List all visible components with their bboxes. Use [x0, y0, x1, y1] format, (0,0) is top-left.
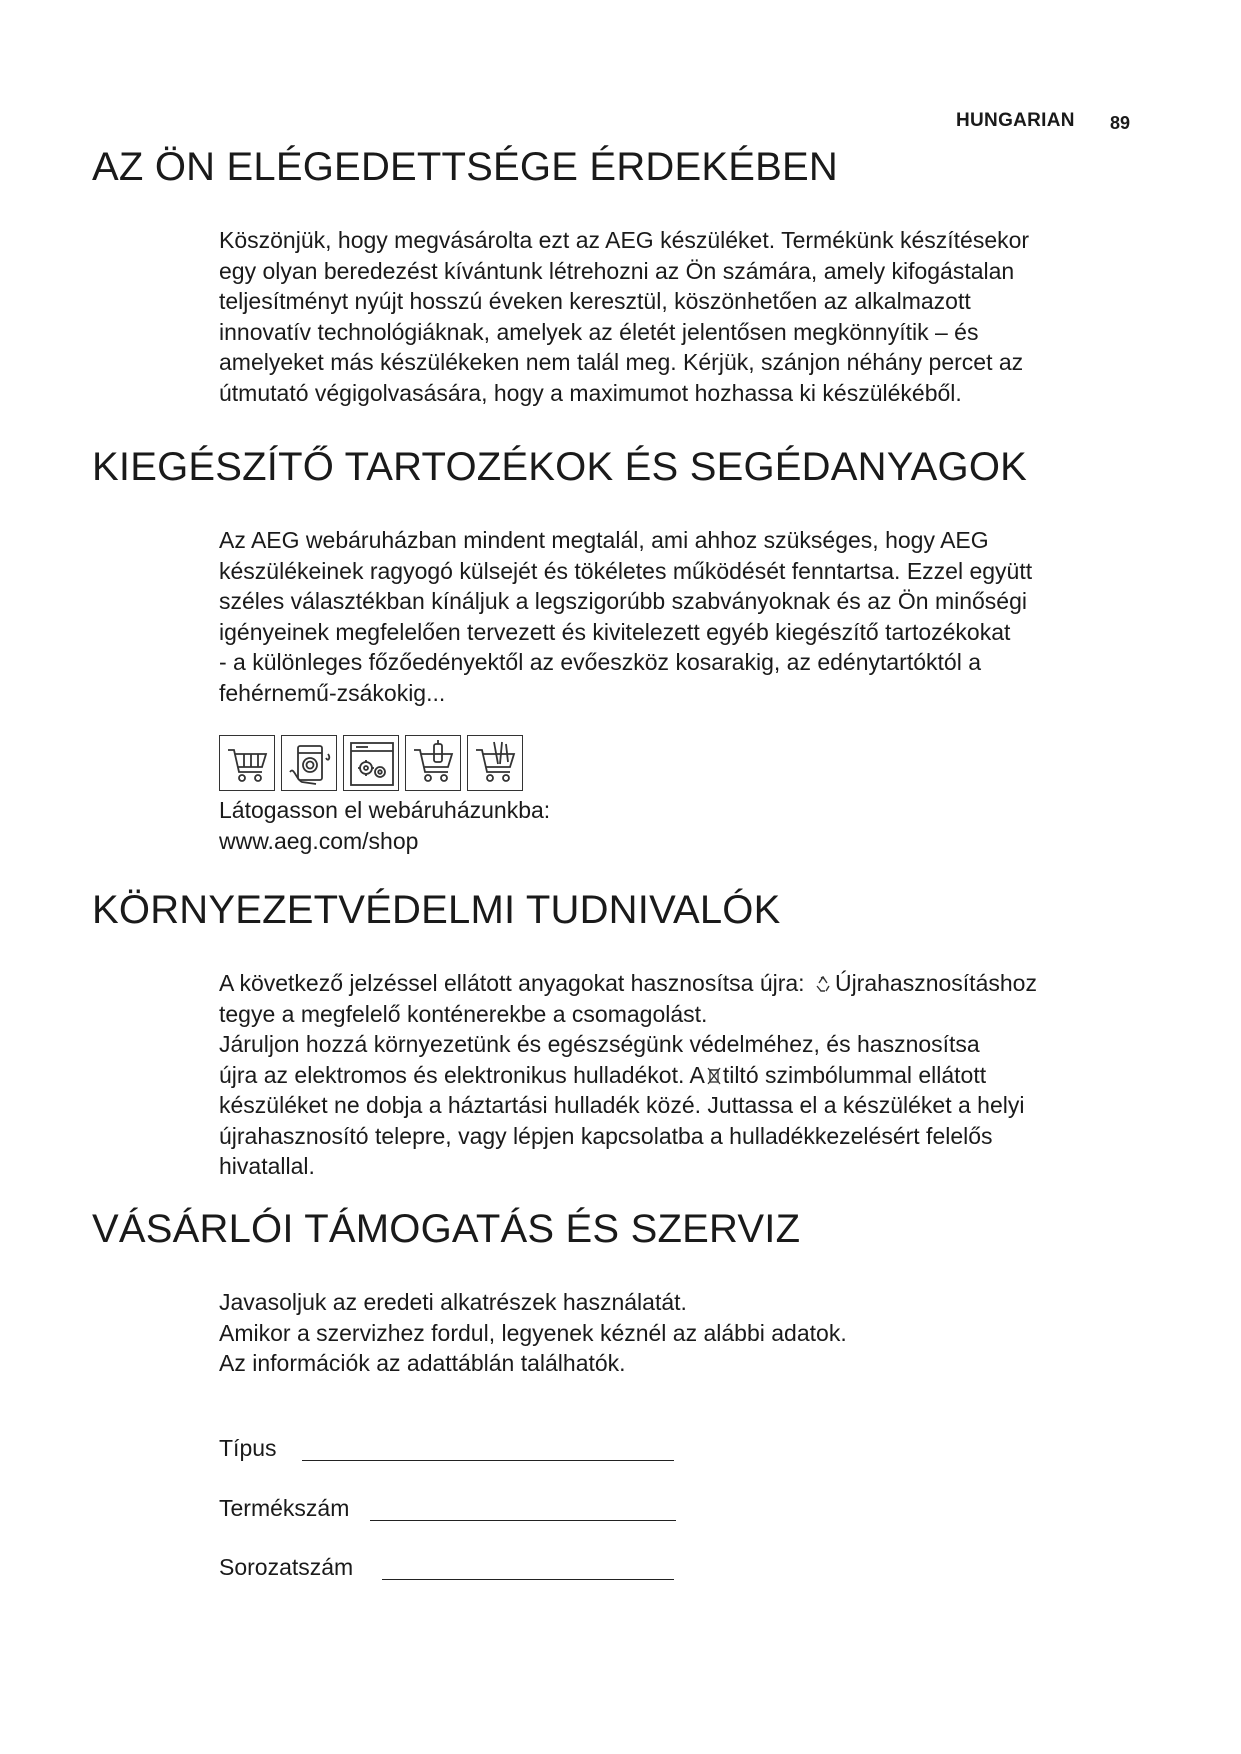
text-line: széles választékban kínáljuk a legszigorúbb szabványoknak és az Ön minőségi	[219, 588, 1027, 614]
cart-with-utensils-icon	[467, 735, 523, 791]
text-line: egy olyan beredezést kívántunk létrehozni az Ön számára, amely kifogástalan	[219, 257, 1015, 284]
text-line: innovatív technológiáknak, amelyek az életét jelentősen megkönnyítik – és	[219, 318, 979, 345]
satisfaction-paragraph	[219, 225, 1139, 408]
cart-with-bottle-icon	[405, 735, 461, 791]
text-line: Az információk az adattáblán találhatók.	[219, 1350, 626, 1376]
section-title-environment: KÖRNYEZETVÉDELMI TUDNIVALÓK	[92, 888, 781, 932]
environment-paragraph	[219, 968, 1139, 1182]
text-fragment: A következő jelzéssel ellátott anyagokat hasznosítsa újra:	[219, 970, 811, 996]
type-field-line[interactable]	[302, 1460, 674, 1461]
shop-visit-text: Látogasson el webáruházunkba:	[219, 797, 551, 823]
text-line: tegye a megfelelő konténerekbe a csomagolást.	[219, 1000, 708, 1027]
section-title-satisfaction: AZ ÖN ELÉGEDETTSÉGE ÉRDEKÉBEN	[92, 145, 838, 189]
recycle-icon	[813, 974, 833, 994]
serial-number-label: Sorozatszám	[219, 1554, 354, 1580]
type-label: Típus	[219, 1435, 277, 1461]
text-line: Javasoljuk az eredeti alkatrészek használatát.	[219, 1289, 687, 1315]
shop-url-link[interactable]: www.aeg.com/shop	[219, 827, 419, 854]
text-line: újrahasznosító telepre, vagy lépjen kapcsolatba a hulladékkezelésért felelős	[219, 1122, 993, 1149]
text-fragment: tiltó szimbólummal ellátott	[722, 1061, 987, 1088]
text-line: - a különleges főzőedényektől az evőeszköz kosarakig, az edénytartóktól a	[219, 649, 981, 675]
shop-visit-block	[219, 795, 1139, 856]
text-line: útmutató végigolvasására, hogy a maximumot hozhassa ki készülékéből.	[219, 379, 962, 406]
text-line	[219, 1060, 1139, 1091]
text-line: készülékeinek ragyogó külsejét és tökéletes működését fenntartsa. Ezzel együtt	[219, 557, 1033, 584]
text-fragment: újra az elektromos és elektronikus hulladékot. A	[219, 1061, 705, 1088]
support-paragraph	[219, 1287, 1139, 1379]
washing-machine-icon	[281, 735, 337, 791]
page-number: 89	[1110, 113, 1131, 133]
section-title-accessories: KIEGÉSZÍTŐ TARTOZÉKOK ÉS SEGÉDANYAGOK	[92, 445, 1028, 489]
accessories-paragraph	[219, 525, 1139, 708]
serial-number-field-line[interactable]	[382, 1579, 674, 1580]
text-line: Köszönjük, hogy megvásárolta ezt az AEG készüléket. Termékünk készítésekor	[219, 227, 1030, 253]
text-line: teljesítményt nyújt hosszú éveken keresztül, köszönhetően az alkalmazott	[219, 288, 971, 314]
text-line	[219, 968, 1139, 999]
crossed-bin-icon	[707, 1066, 721, 1086]
section-title-support: VÁSÁRLÓI TÁMOGATÁS ÉS SZERVIZ	[92, 1207, 801, 1251]
shopping-cart-icon	[219, 735, 275, 791]
appliance-gears-icon	[343, 735, 399, 791]
header-language: HUNGARIAN	[956, 110, 1075, 131]
text-line: igényeinek megfelelően tervezett és kivitelezett egyéb kiegészítő tartozékokat	[219, 618, 1011, 645]
product-number-label: Termékszám	[219, 1495, 350, 1521]
text-line: Az AEG webáruházban mindent megtalál, ami ahhoz szükséges, hogy AEG	[219, 527, 989, 553]
product-number-field-line[interactable]	[370, 1520, 676, 1521]
text-line: hivatallal.	[219, 1153, 315, 1179]
text-fragment: Újrahasznosításhoz	[834, 970, 1037, 996]
text-line: Amikor a szervizhez fordul, legyenek kéznél az alábbi adatok.	[219, 1319, 847, 1346]
text-line: fehérnemű-zsákokig...	[219, 679, 446, 706]
text-line: amelyeket más készülékeken nem talál meg. Kérjük, szánjon néhány percet az	[219, 349, 1024, 375]
text-line: Járuljon hozzá környezetünk és egészségünk védelméhez, és hasznosítsa	[219, 1031, 980, 1057]
text-line: készüléket ne dobja a háztartási hulladék közé. Juttassa el a készüléket a helyi	[219, 1092, 1025, 1118]
